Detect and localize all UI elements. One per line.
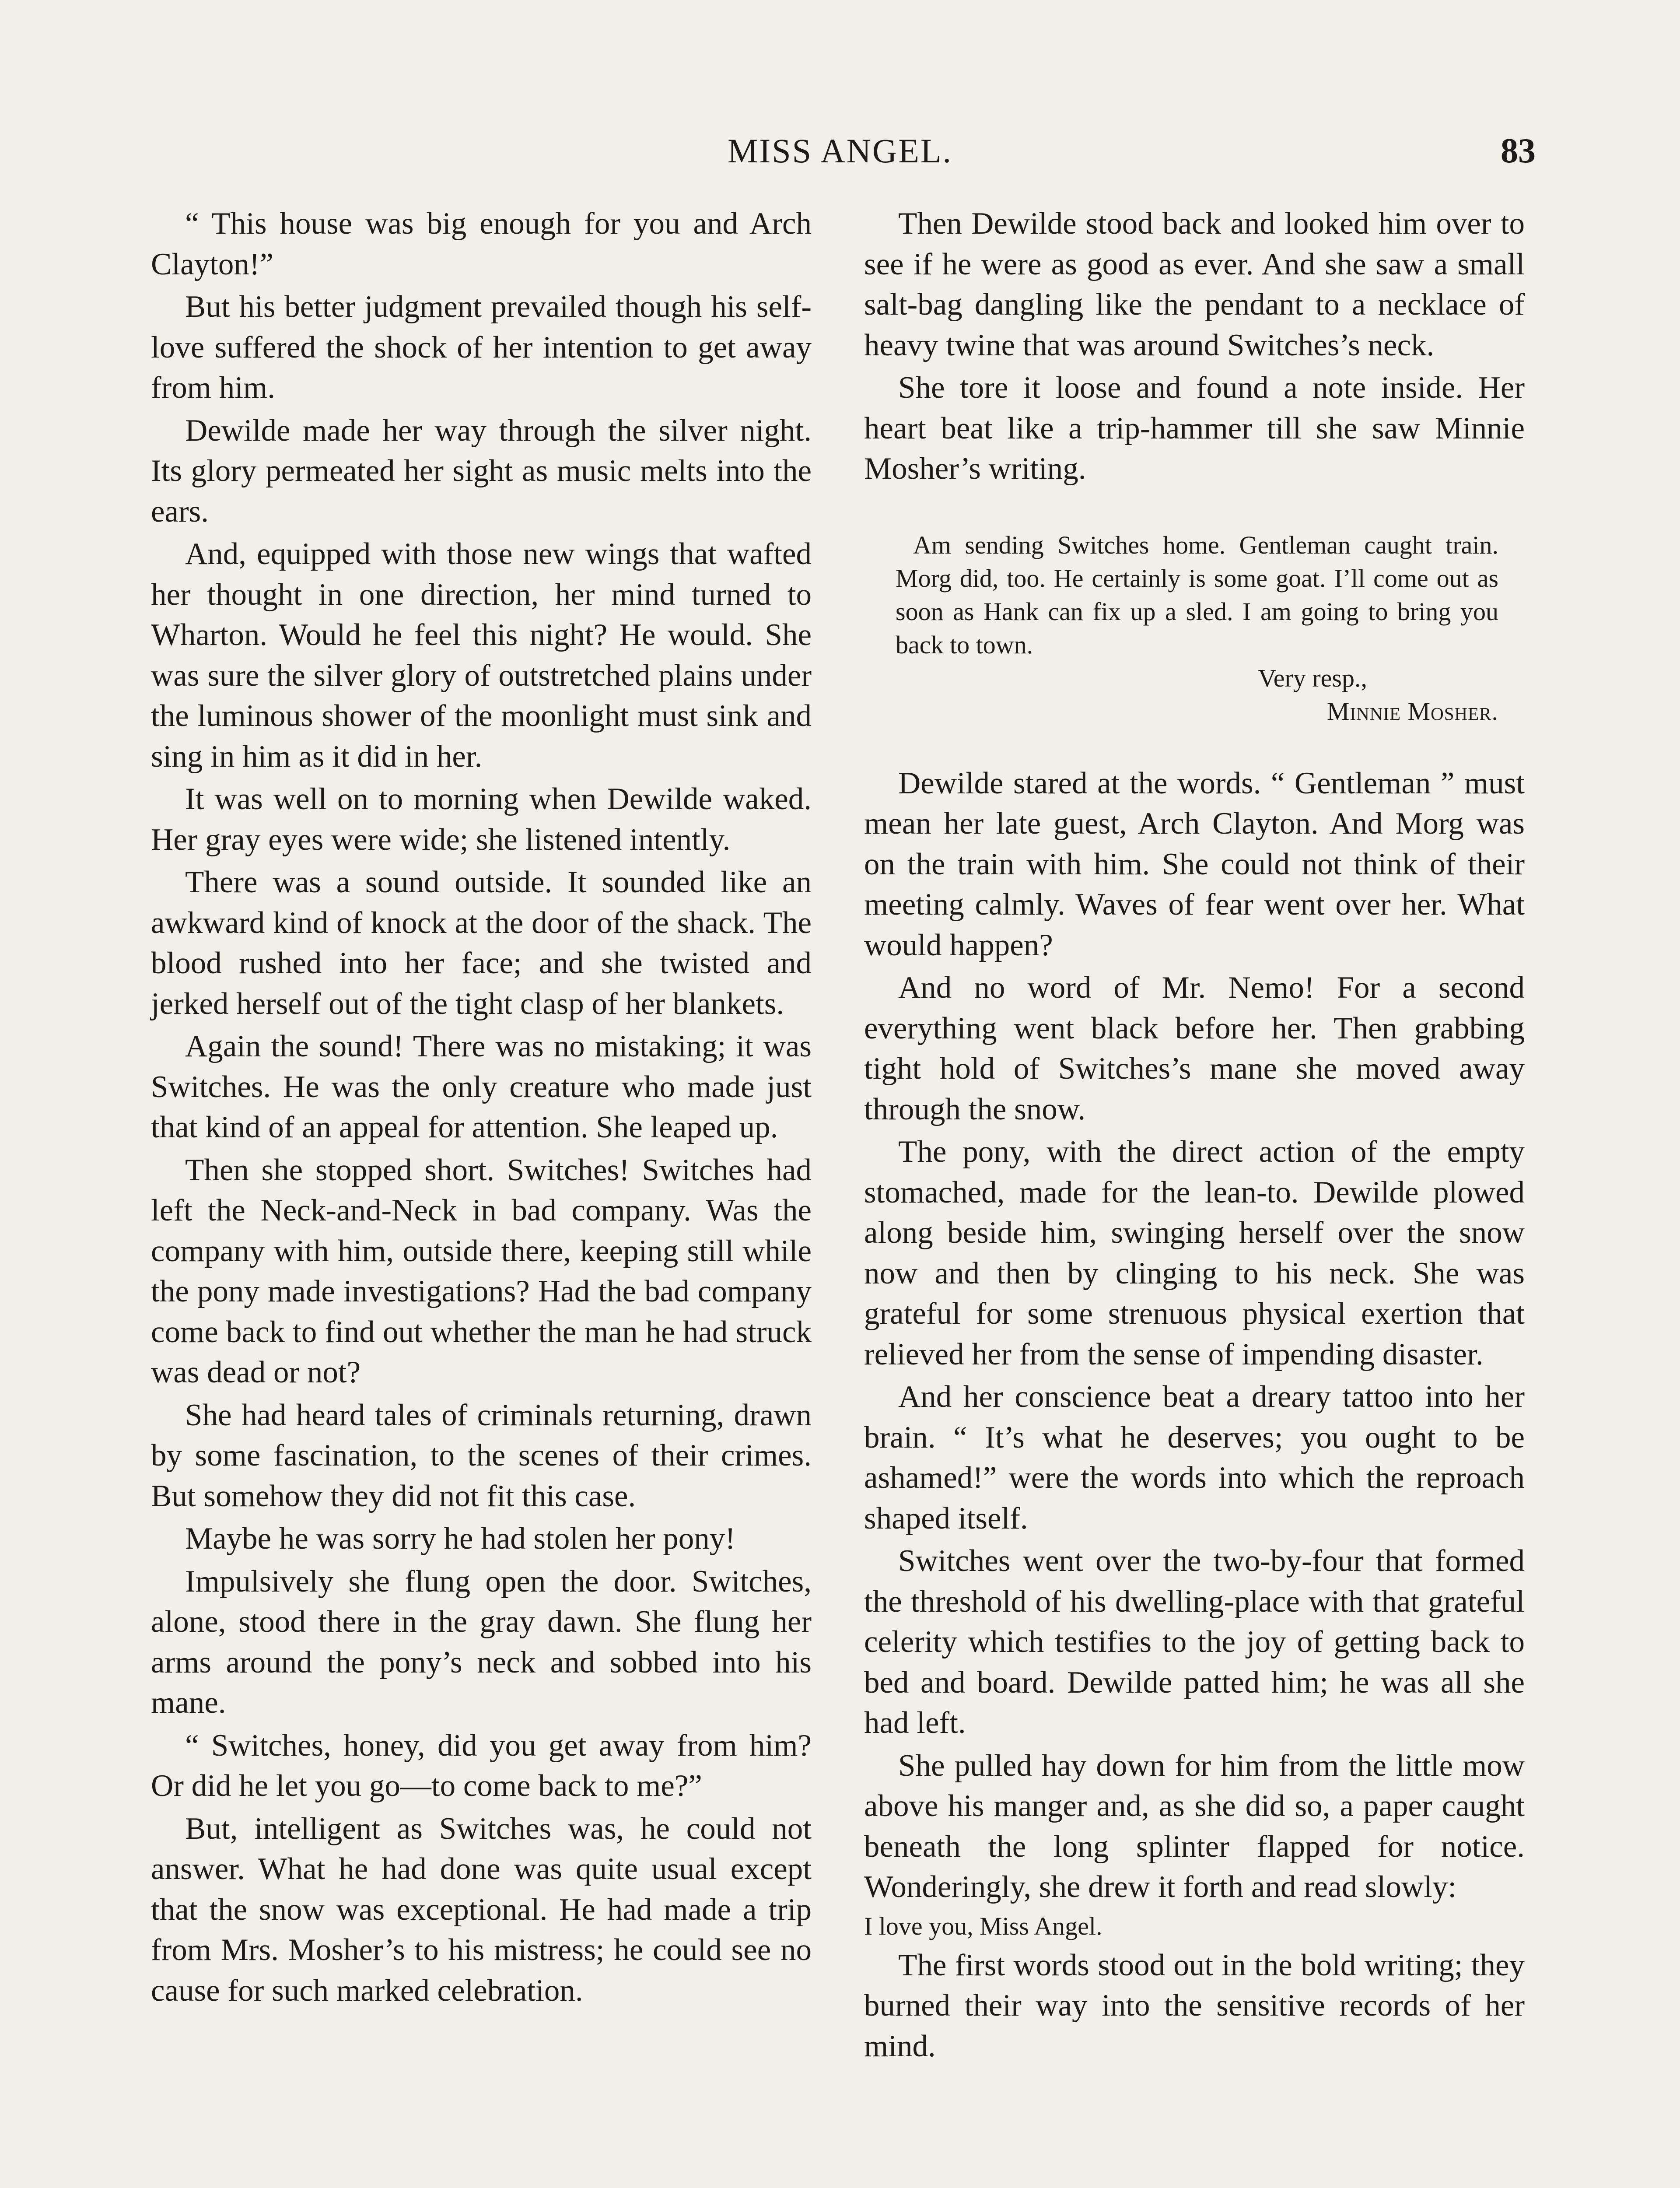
note-closing: Very resp.,: [1258, 663, 1367, 692]
running-header: [0, 127, 1680, 175]
paragraph: The first words stood out in the bold writing; they burned their way into the sensitive records of her mind.: [864, 1948, 1525, 2063]
paragraph: “ Switches, honey, did you get away from him? Or did he let you go—to come back to me?”: [151, 1728, 812, 1803]
note-body: Am sending Switches home. Gentleman caught train. Morg did, too. He certainly is some goat. I’ll come out as soon as Hank can fix up a sled. I am going to bring you back to town.: [896, 530, 1498, 659]
paragraph: Impulsively she flung open the door. Switches, alone, stood there in the gray dawn. She flung her arms around the pony’s neck and sobbed into his mane.: [151, 1564, 812, 1720]
paragraph: Again the sound! There was no mistaking; it was Switches. He was the only creature who made just that kind of an appeal for attention. She leaped up.: [151, 1029, 812, 1144]
right-column: [864, 203, 1525, 2066]
left-column: [151, 203, 812, 2011]
mosher-note: [896, 529, 1498, 662]
note-signoff: [896, 662, 1498, 728]
paragraph: And no word of Mr. Nemo! For a second everything went black before her. Then grabbing tight hold of Switches’s mane she moved away through the snow.: [864, 971, 1525, 1126]
paragraph: The pony, with the direct action of the empty stomached, made for the lean-to. Dewilde plowed along beside him, swinging herself over the snow now and then by clinging to his neck. She was grateful for some strenuous physical exertion that relieved her from the sense of impending disaster.: [864, 1135, 1525, 1371]
paragraph: Switches went over the two-by-four that formed the threshold of his dwelling-place with that grateful celerity which testifies to the joy of getting back to bed and board. Dewilde patted him; he was all she had left.: [864, 1544, 1525, 1740]
paragraph: It was well on to morning when Dewilde waked. Her gray eyes were wide; she listened intently.: [151, 782, 812, 857]
running-title: MISS ANGEL.: [727, 132, 953, 170]
paragraph: But his better judgment prevailed though his self-love suffered the shock of her intention to get away from him.: [151, 290, 812, 405]
paragraph: She had heard tales of criminals returning, drawn by some fascination, to the scenes of their crimes. But somehow they did not fit this case.: [151, 1398, 812, 1513]
paragraph: And, equipped with those new wings that wafted her thought in one direction, her mind turned to Wharton. Would he feel this night? He would. She was sure the silver glory of outstretched plains under the luminous shower of the moonlight must sink and sing in him as it did in her.: [151, 537, 812, 774]
page-number: 83: [1501, 132, 1536, 170]
note-signature: Minnie Mosher.: [1326, 697, 1498, 726]
paragraph: She tore it loose and found a note inside. Her heart beat like a trip-hammer till she saw Minnie Mosher’s writing.: [864, 371, 1525, 486]
paragraph: But, intelligent as Switches was, he could not answer. What he had done was quite usual except that the snow was exceptional. He had made a trip from Mrs. Mosher’s to his mistress; he could see no cause for such marked celebration.: [151, 1811, 812, 2008]
paragraph: Dewilde stared at the words. “ Gentleman ” must mean her late guest, Arch Clayton. And Morg was on the train with him. She could not think of their meeting calmly. Waves of fear went over her. What would happen?: [864, 766, 1525, 962]
paragraph: And her conscience beat a dreary tattoo into her brain. “ It’s what he deserves; you ought to be ashamed!” were the words into which the reproach shaped itself.: [864, 1380, 1525, 1536]
paragraph: Then Dewilde stood back and looked him over to see if he were as good as ever. And she saw a small salt-bag dangling like the pendant to a necklace of heavy twine that was around Switches’s neck.: [864, 207, 1525, 362]
paragraph: Dewilde made her way through the silver night. Its glory permeated her sight as music melts into the ears.: [151, 413, 812, 529]
paragraph: “ This house was big enough for you and Arch Clayton!”: [151, 207, 812, 281]
paragraph: Then she stopped short. Switches! Switches had left the Neck-and-Neck in bad company. Was the company with him, outside there, keeping still while the pony made investigations? Had the bad company come back to find out whether the man he had struck was dead or not?: [151, 1153, 812, 1389]
paragraph: Maybe he was sorry he had stolen her pony!: [185, 1522, 735, 1556]
love-note: I love you, Miss Angel.: [864, 1911, 1102, 1940]
paragraph: There was a sound outside. It sounded like an awkward kind of knock at the door of the shack. The blood rushed into her face; and she twisted and jerked herself out of the tight clasp of her blankets.: [151, 865, 812, 1021]
paragraph: She pulled hay down for him from the little mow above his manger and, as she did so, a paper caught beneath the long splinter flapped for notice. Wonderingly, she drew it forth and read slowly:: [864, 1748, 1525, 1904]
